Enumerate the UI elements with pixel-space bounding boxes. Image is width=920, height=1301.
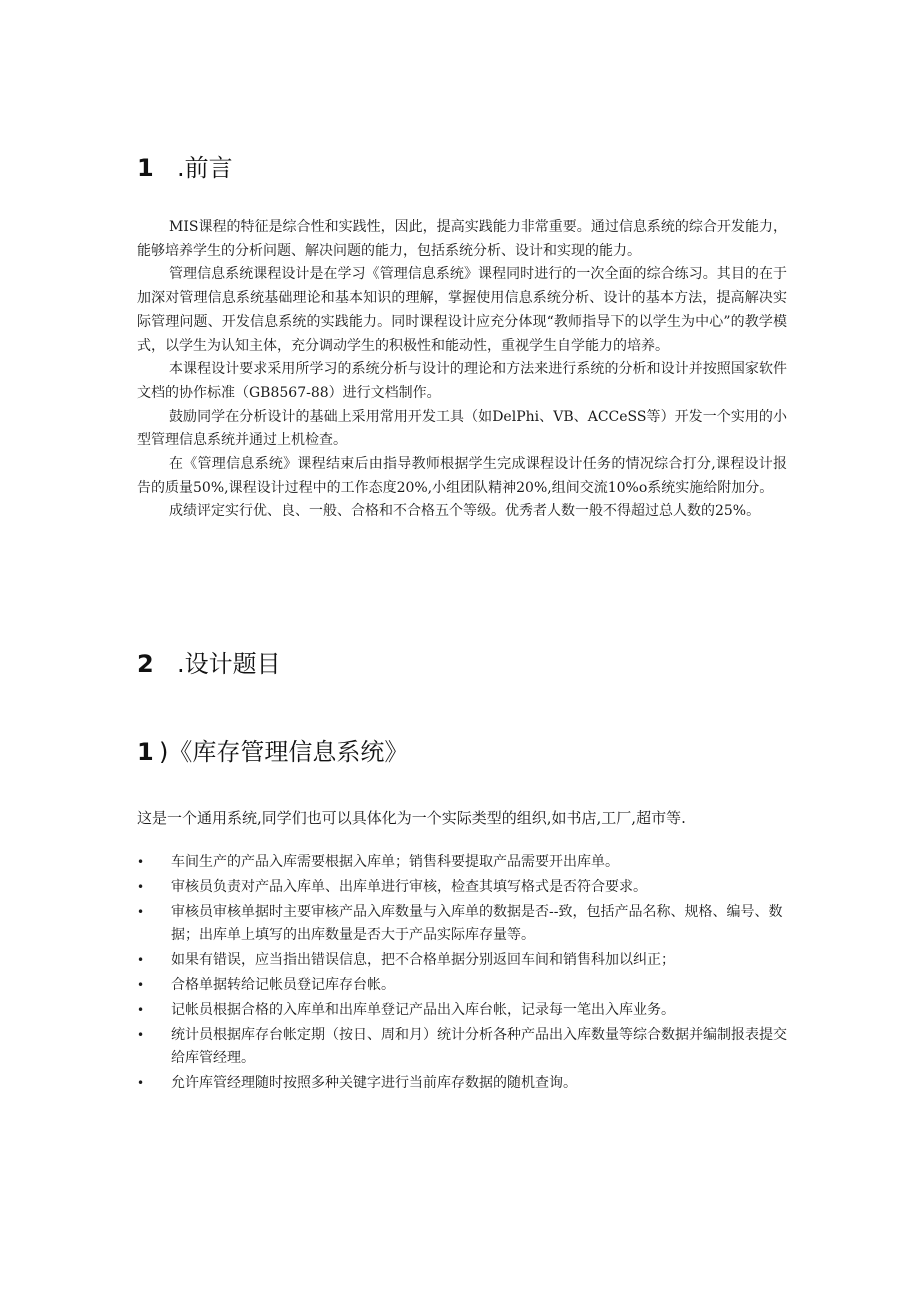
section-heading-design-topics (137, 649, 281, 679)
list-item (137, 1024, 797, 1071)
topic-lead: 这是一个通用系统,同学们也可以具体化为一个实际类型的组织,如书店,工厂,超市等. (137, 809, 686, 827)
topic-number: 1 (137, 738, 154, 766)
list-item (137, 851, 797, 874)
bullet-icon: • (137, 953, 145, 968)
list-item-text: 审核员审核单据时主要审核产品入库数量与入库单的数据是否--致，包括产品名称、规格、编号、数据；出库单上填写的出库数量是否大于产品实际库存量等。 (171, 903, 783, 944)
bullet-icon: • (137, 978, 145, 993)
list-item-text: 如果有错误，应当指出错误信息，把不合格单据分别返回车间和销售科加以纠正； (171, 952, 675, 969)
topic-title: )《库存管理信息系统》 (159, 738, 409, 766)
list-item-text: 审核员负责对产品入库单、出库单进行审核，检查其填写格式是否符合要求。 (171, 878, 647, 895)
section-number: 2 (137, 650, 154, 678)
section-number: 1 (137, 154, 154, 182)
preface-paragraph: 鼓励同学在分析设计的基础上采用常用开发工具（如DelPhi、VB、ACCeSS等）开发一个实用的小型管理信息系统并通过上机检查。 (137, 408, 787, 449)
bullet-icon: • (137, 1002, 145, 1017)
requirements-list (137, 851, 797, 1097)
list-item-text: 允许库管经理随时按照多种关键字进行当前库存数据的随机查询。 (171, 1075, 577, 1092)
preface-paragraph: 成绩评定实行优、良、一般、合格和不合格五个等级。优秀者人数一般不得超过总人数的25%。 (169, 503, 761, 520)
list-item-text: 车间生产的产品入库需要根据入库单；销售科要提取产品需要开出库单。 (171, 854, 619, 870)
preface-paragraph: MIS课程的特征是综合性和实践性，因此，提高实践能力非常重要。通过信息系统的综合开发能力，能够培养学生的分析问题、解决问题的能力，包括系统分析、设计和实现的能力。 (137, 219, 787, 259)
list-item-text: 记帐员根据合格的入库单和出库单登记产品出入库台帐，记录每一笔出入库业务。 (171, 1001, 675, 1018)
list-item (137, 901, 797, 948)
bullet-icon: • (137, 904, 145, 919)
list-item-text: 合格单据转给记帐员登记库存台帐。 (171, 977, 395, 994)
topic-heading (137, 737, 408, 767)
bullet-icon: • (137, 855, 145, 869)
bullet-icon: • (137, 1027, 145, 1042)
list-item (137, 999, 797, 1022)
list-item-text: 统计员根据库存台帐定期（按日、周和月）统计分析各种产品出入库数量等综合数据并编制报表提交给库管经理。 (171, 1026, 787, 1067)
list-item (137, 876, 797, 899)
preface-paragraph: 管理信息系统课程设计是在学习《管理信息系统》课程同时进行的一次全面的综合练习。其目的在于加深对管理信息系统基础理论和基本知识的理解，掌握使用信息系统分析、设计的基本方法，提高解决实际管理问题、开发信息系统的实践能力。同时课程设计应充分体现“教师指导下的以学生为中心”的教学模式，以学生为认知主体，充分调动学生的积极性和能动性，重视学生自学能力的培养。 (137, 266, 787, 354)
preface-body (137, 216, 787, 524)
preface-paragraph: 在《管理信息系统》课程结束后由指导教师根据学生完成课程设计任务的情况综合打分,课程设计报告的质量50%,课程设计过程中的工作态度20%,小组团队精神20%,组间交流10%o系统实施给附加分。 (137, 456, 787, 496)
bullet-icon: • (137, 1076, 145, 1091)
section-heading-preface (137, 153, 233, 183)
list-item (137, 974, 797, 997)
list-item (137, 949, 797, 972)
section-title: .设计题目 (177, 650, 281, 678)
section-title: .前言 (177, 154, 233, 182)
bullet-icon: • (137, 879, 145, 894)
list-item (137, 1072, 797, 1095)
preface-paragraph: 本课程设计要求采用所学习的系统分析与设计的理论和方法来进行系统的分析和设计并按照国家软件文档的协作标准（GB8567-88）进行文档制作。 (137, 361, 787, 401)
